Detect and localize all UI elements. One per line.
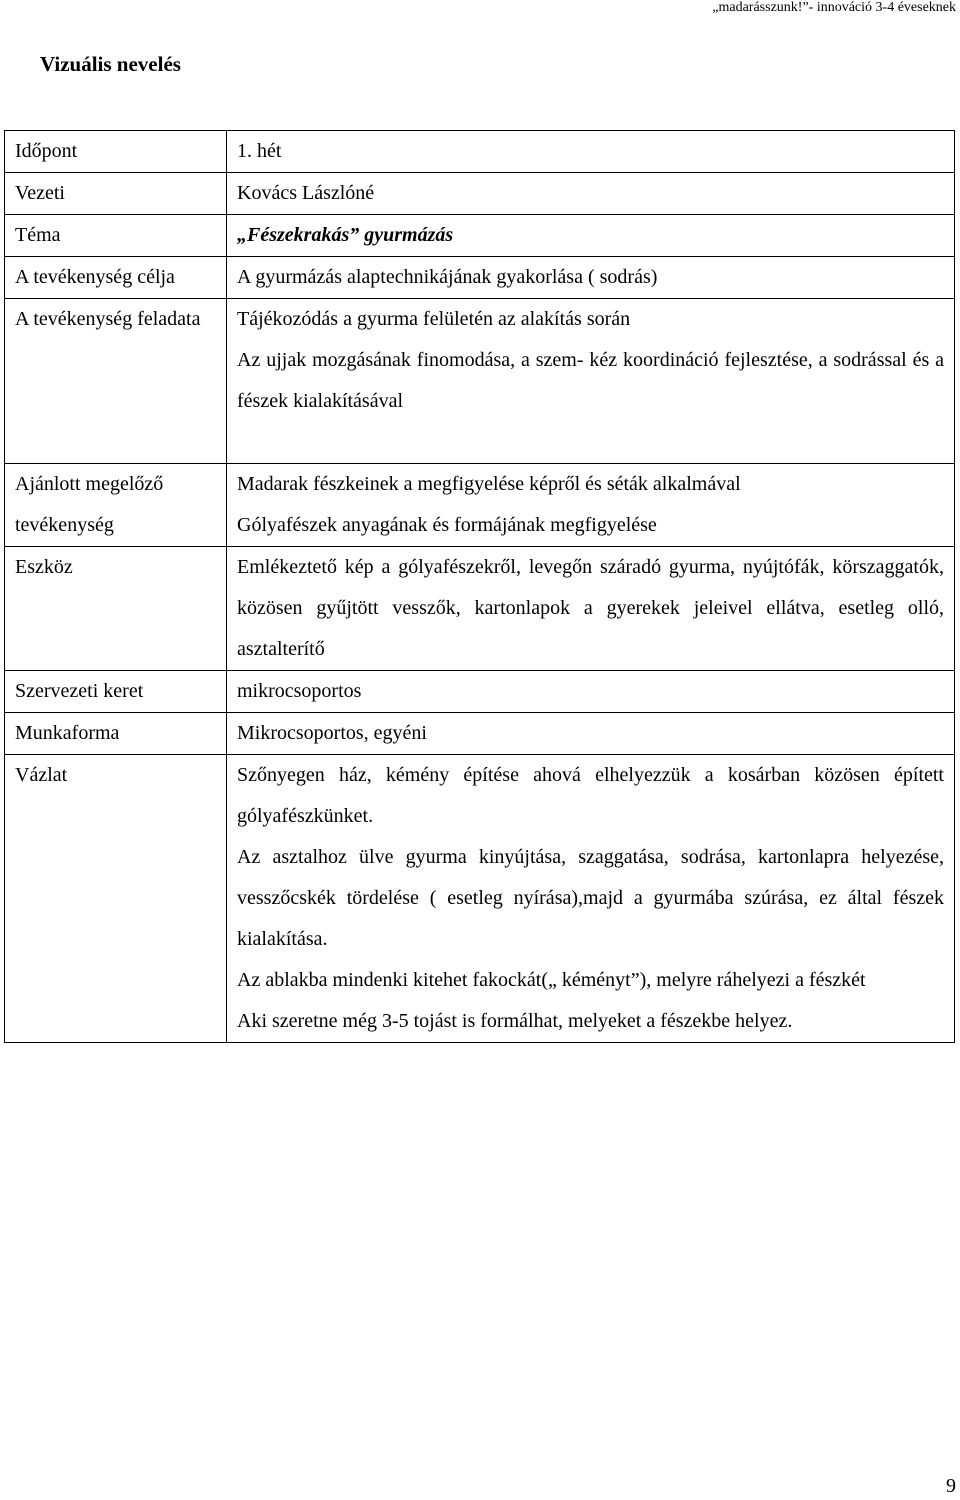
row-value: 1. hét <box>227 131 955 173</box>
page-number: 9 <box>946 1475 956 1497</box>
row-label: Munkaforma <box>5 713 227 755</box>
row-value: Emlékeztető kép a gólyafészekről, levegőn száradó gyurma, nyújtófák, körszaggatók, közösen gyűjtött vesszők, kartonlapok a gyerekek jeleivel ellátva, esetleg olló, asztalterítő <box>227 547 955 671</box>
task-line-2: Az ujjak mozgásának finomodása, a szem- kéz koordináció fejlesztése, a sodrással és a fészek kialakításával <box>237 349 944 412</box>
row-value: mikrocsoportos <box>227 671 955 713</box>
table-row-vezeti <box>5 173 955 215</box>
table-row-eszkoz <box>5 547 955 671</box>
document-title: Vizuális nevelés <box>40 52 181 76</box>
lesson-plan-table <box>4 130 955 1043</box>
preceding-line-2: Gólyafészek anyagának és formájának megfigyelése <box>237 514 657 536</box>
row-value: Kovács Lászlóné <box>227 173 955 215</box>
row-label: Ajánlott megelőző tevékenység <box>5 464 227 547</box>
table-row-munkaforma <box>5 713 955 755</box>
outline-paragraph-1: Szőnyegen ház, kémény építése ahová elhelyezzük a kosárban közösen épített gólyafészkünket. <box>237 764 944 827</box>
row-label: Téma <box>5 215 227 257</box>
task-line-1: Tájékozódás a gyurma felületén az alakítás során <box>237 308 631 330</box>
row-value: A gyurmázás alaptechnikájának gyakorlása ( sodrás) <box>227 257 955 299</box>
table-row-megelozo <box>5 464 955 547</box>
outline-paragraph-2: Az asztalhoz ülve gyurma kinyújtása, szaggatása, sodrása, kartonlapra helyezése, vesszőcskék tördelése ( esetleg nyírása),majd a gyurmába szúrása, ez által fészek kialakítása. <box>237 846 944 950</box>
outline-paragraph-4: Aki szeretne még 3-5 tojást is formálhat, melyeket a fészekbe helyez. <box>237 1010 793 1032</box>
table-row-celja <box>5 257 955 299</box>
row-label: Szervezeti keret <box>5 671 227 713</box>
row-value <box>227 299 955 464</box>
outline-paragraph-3: Az ablakba mindenki kitehet fakockát(„ kéményt”), melyre ráhelyezi a fészkét <box>237 969 866 991</box>
row-value <box>227 755 955 1043</box>
row-label: Eszköz <box>5 547 227 671</box>
row-label: Időpont <box>5 131 227 173</box>
row-label: A tevékenység célja <box>5 257 227 299</box>
row-spacer <box>237 422 944 463</box>
table-row-tema <box>5 215 955 257</box>
row-label: A tevékenység feladata <box>5 299 227 464</box>
running-header: „madarásszunk!”- innováció 3-4 éveseknek <box>712 0 956 15</box>
row-label: Vázlat <box>5 755 227 1043</box>
preceding-line-1: Madarak fészkeinek a megfigyelése képről és séták alkalmával <box>237 473 741 495</box>
table-row-szervezeti <box>5 671 955 713</box>
row-value: Mikrocsoportos, egyéni <box>227 713 955 755</box>
table-row-vazlat <box>5 755 955 1043</box>
table-row-feladata <box>5 299 955 464</box>
row-label: Vezeti <box>5 173 227 215</box>
row-value-activity-title: „Fészekrakás” gyurmázás <box>227 215 955 257</box>
table-row-idopont <box>5 131 955 173</box>
row-value <box>227 464 955 547</box>
